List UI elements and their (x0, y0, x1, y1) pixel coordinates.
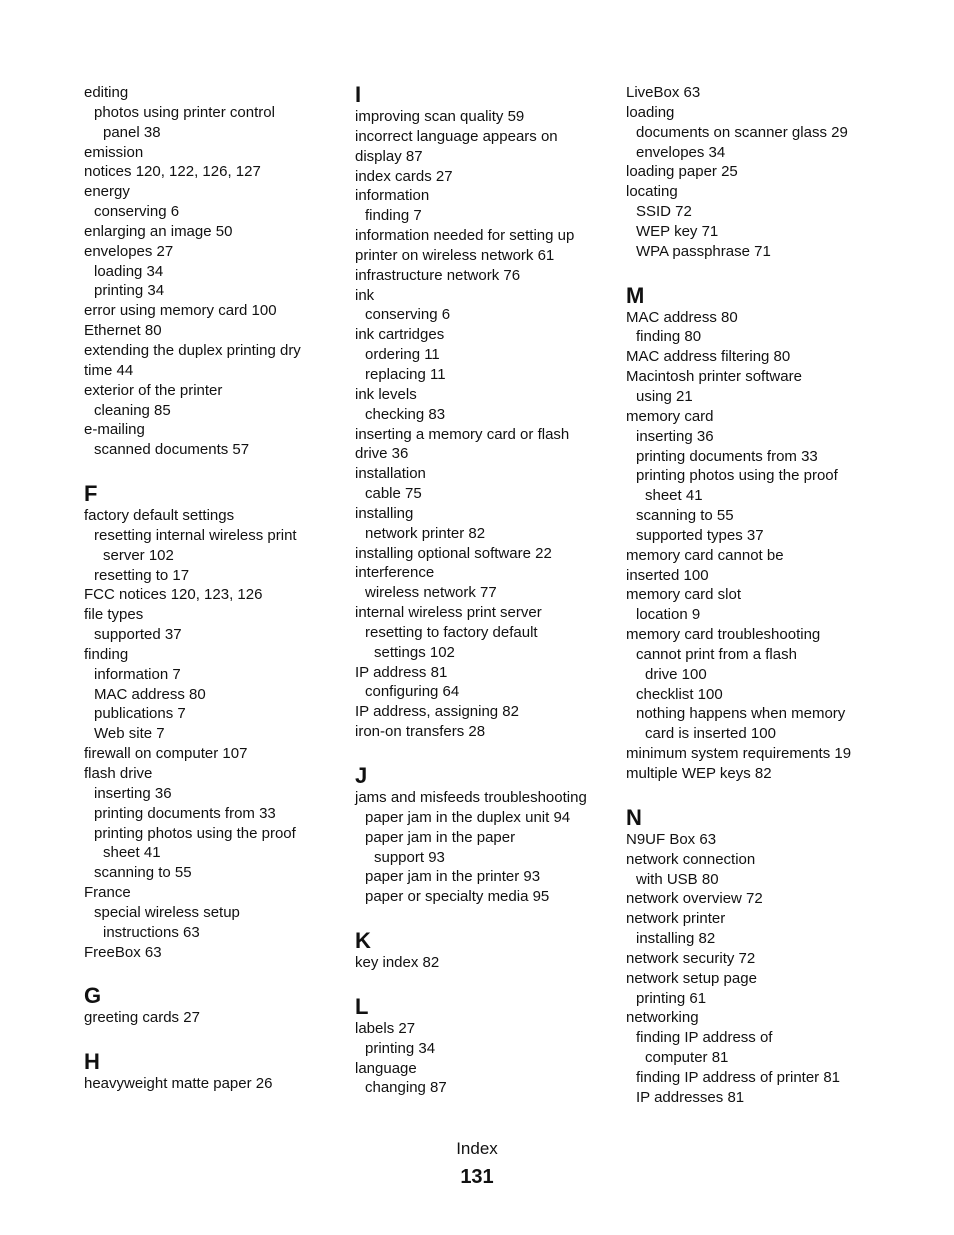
index-entry: file types (84, 606, 144, 624)
index-subentry: location 9 (636, 606, 701, 624)
index-continuation: settings 102 (374, 643, 455, 661)
index-entry: inserted 100 (626, 566, 709, 584)
index-subentry: printing documents from 33 (636, 447, 818, 465)
index-continuation: computer 81 (645, 1049, 729, 1067)
index-entry: display 87 (355, 147, 423, 165)
index-entry: FCC notices 120, 123, 126 (84, 586, 263, 604)
index-entry: drive 36 (355, 445, 409, 463)
index-letter-heading: J (355, 763, 368, 788)
index-subentry: nothing happens when memory (636, 705, 846, 723)
index-subentry: scanning to 55 (94, 864, 192, 882)
index-entry: internal wireless print server (355, 604, 542, 622)
index-subentry: finding 80 (636, 328, 702, 346)
index-entry: time 44 (84, 361, 134, 379)
index-entry: LiveBox 63 (626, 84, 701, 101)
index-entry: editing (84, 84, 129, 101)
index-entry: ink levels (355, 385, 417, 403)
index-subentry: special wireless setup (94, 903, 240, 921)
index-entry: Ethernet 80 (84, 322, 162, 340)
index-entry: improving scan quality 59 (355, 108, 525, 125)
index-subentry: paper jam in the paper (365, 828, 516, 846)
index-entry: installing optional software 22 (355, 544, 552, 562)
index-entry: minimum system requirements 19 (626, 745, 852, 763)
index-entry: interference (355, 564, 435, 582)
index-continuation: sheet 41 (103, 844, 161, 862)
index-subentry: scanning to 55 (636, 507, 734, 525)
index-subentry: printing 34 (365, 1039, 436, 1057)
index-entry: error using memory card 100 (84, 302, 277, 320)
index-column-2 (355, 83, 617, 1098)
index-letter-heading: N (626, 804, 642, 830)
index-subentry: documents on scanner glass 29 (636, 123, 848, 141)
index-continuation: server 102 (103, 546, 174, 564)
index-entry: N9UF Box 63 (626, 830, 717, 848)
index-entry: networking (626, 1009, 699, 1027)
index-entry: FreeBox 63 (84, 943, 162, 961)
index-entry: France (84, 884, 131, 902)
index-subentry: paper or specialty media 95 (365, 888, 550, 906)
index-entry: memory card cannot be (626, 546, 784, 564)
index-entry: jams and misfeeds troubleshooting (355, 789, 587, 806)
index-continuation: card is inserted 100 (645, 725, 776, 743)
index-subentry: replacing 11 (365, 365, 446, 383)
index-subentry: resetting internal wireless print (94, 526, 297, 544)
page-number: 131 (460, 1166, 494, 1188)
index-subentry: network printer 82 (365, 524, 486, 542)
index-entry: key index 82 (355, 954, 440, 972)
index-entry: incorrect language appears on (355, 127, 558, 145)
index-subentry: cannot print from a flash (636, 645, 797, 663)
index-subentry: WEP key 71 (636, 222, 719, 240)
index-subentry: finding IP address of (636, 1029, 773, 1047)
index-subentry: printing photos using the proof (94, 824, 296, 842)
index-column-3 (626, 83, 888, 1108)
index-entry: infrastructure network 76 (355, 266, 521, 284)
index-entry: multiple WEP keys 82 (626, 765, 772, 782)
index-entry: IP address, assigning 82 (355, 703, 519, 721)
index-subentry: SSID 72 (636, 203, 692, 221)
index-entry: factory default settings (84, 507, 235, 525)
index-letter-heading: H (84, 1049, 100, 1075)
index-subentry: paper jam in the printer 93 (365, 868, 541, 886)
index-entry: installing (355, 504, 414, 522)
index-subentry: configuring 64 (365, 683, 460, 701)
index-letter-heading: L (355, 993, 369, 1019)
index-entry: MAC address 80 (626, 308, 738, 326)
index-entry: locating (626, 183, 678, 201)
index-subentry: cleaning 85 (94, 401, 171, 419)
index-subentry: installing 82 (636, 930, 716, 948)
index-subentry: photos using printer control (94, 103, 275, 121)
index-subentry: checklist 100 (636, 685, 723, 703)
index-subentry: wireless network 77 (365, 584, 497, 602)
index-subentry: finding 7 (365, 207, 422, 225)
index-subentry: checking 83 (365, 405, 446, 423)
index-entry: envelopes 27 (84, 242, 174, 260)
index-entry: network printer (626, 910, 726, 928)
index-subentry: information 7 (94, 665, 181, 683)
footer-section-label: Index (456, 1139, 498, 1158)
index-entry: information (355, 187, 430, 205)
index-continuation: drive 100 (645, 665, 707, 683)
index-subentry: MAC address 80 (94, 685, 206, 703)
index-entry: iron-on transfers 28 (355, 723, 486, 741)
index-entry: language (355, 1059, 417, 1077)
index-entry: loading paper 25 (626, 163, 738, 181)
index-subentry: using 21 (636, 387, 693, 405)
index-entry: heavyweight matte paper 26 (84, 1075, 273, 1093)
index-entry: network setup page (626, 969, 757, 987)
index-subentry: WPA passphrase 71 (636, 242, 771, 260)
index-subentry: printing documents from 33 (94, 804, 276, 822)
index-entry: MAC address filtering 80 (626, 348, 791, 366)
index-entry: flash drive (84, 765, 153, 782)
index-subentry: paper jam in the duplex unit 94 (365, 808, 571, 826)
index-subentry: conserving 6 (94, 203, 180, 221)
index-subentry: changing 87 (365, 1079, 447, 1097)
index-subentry: resetting to factory default (365, 623, 538, 641)
index-letter-heading: F (84, 481, 98, 507)
index-subentry: Web site 7 (94, 725, 165, 743)
index-column-1 (84, 83, 346, 1094)
index-entry: index cards 27 (355, 167, 453, 185)
index-subentry: loading 34 (94, 262, 164, 280)
index-subentry: inserting 36 (636, 427, 714, 445)
index-continuation: support 93 (374, 848, 445, 866)
index-entry: ink (355, 286, 375, 304)
index-subentry: resetting to 17 (94, 566, 190, 584)
index-letter-heading: G (84, 983, 102, 1009)
index-entry: firewall on computer 107 (84, 745, 248, 763)
index-entry: network overview 72 (626, 890, 763, 908)
index-subentry: scanned documents 57 (94, 441, 250, 459)
index-entry: information needed for setting up (355, 227, 575, 245)
index-subentry: finding IP address of printer 81 (636, 1068, 841, 1086)
index-entry: exterior of the printer (84, 381, 223, 399)
index-entry: extending the duplex printing dry (84, 341, 301, 359)
index-entry: finding (84, 645, 129, 663)
index-letter-heading: K (355, 928, 371, 954)
index-letter-heading: M (626, 282, 645, 308)
index-subentry: supported 37 (94, 626, 182, 644)
index-subentry: supported types 37 (636, 526, 764, 544)
index-subentry: conserving 6 (365, 306, 451, 324)
index-entry: network security 72 (626, 949, 756, 967)
index-continuation: panel 38 (103, 123, 161, 141)
index-entry: printer on wireless network 61 (355, 246, 555, 264)
index-entry: memory card slot (626, 586, 742, 604)
index-subentry: envelopes 34 (636, 143, 726, 161)
index-subentry: printing 34 (94, 282, 165, 300)
index-entry: notices 120, 122, 126, 127 (84, 163, 261, 181)
index-subentry: with USB 80 (636, 870, 719, 888)
index-entry: emission (84, 143, 144, 161)
index-entry: enlarging an image 50 (84, 222, 233, 240)
index-entry: IP address 81 (355, 663, 448, 681)
index-entry: loading (626, 103, 675, 121)
index-subentry: cable 75 (365, 485, 422, 503)
index-entry: inserting a memory card or flash (355, 425, 570, 443)
index-entry: ink cartridges (355, 326, 445, 344)
index-entry: e-mailing (84, 421, 145, 439)
index-subentry: printing 61 (636, 989, 707, 1007)
index-entry: memory card (626, 407, 714, 425)
index-continuation: instructions 63 (103, 923, 200, 941)
index-entry: network connection (626, 850, 756, 868)
index-subentry: printing photos using the proof (636, 467, 838, 485)
index-entry: energy (84, 183, 130, 201)
index-entry: greeting cards 27 (84, 1009, 200, 1027)
index-entry: Macintosh printer software (626, 368, 802, 386)
index-subentry: inserting 36 (94, 784, 172, 802)
index-subentry: IP addresses 81 (636, 1088, 745, 1106)
index-entry: installation (355, 465, 426, 483)
index-subentry: ordering 11 (365, 346, 440, 364)
index-letter-heading: I (355, 82, 362, 107)
index-continuation: sheet 41 (645, 487, 703, 505)
index-entry: labels 27 (355, 1019, 416, 1037)
index-subentry: publications 7 (94, 705, 186, 723)
index-entry: memory card troubleshooting (626, 626, 821, 644)
